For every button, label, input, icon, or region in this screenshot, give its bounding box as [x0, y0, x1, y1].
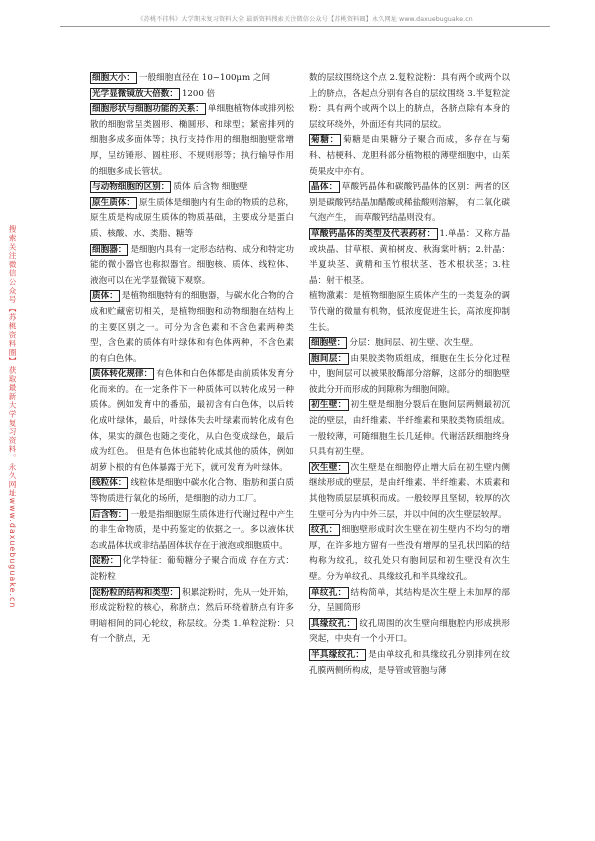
term-label: 淀粉粒的结构和类型：: [92, 587, 179, 598]
term-text: 初生壁是细胞分裂后在胞间层两侧最初沉淀的壁层，由纤维素、半纤维素和果胶类物质组成。一般较薄，可随细胞生长几延伸。代谢活跃细胞终身只具有初生壁。: [309, 400, 510, 458]
term-text: 植物激素：是植物细胞原生质体产生的一类复杂的调节代谢的微量有机物，低浓度促进生长，高浓度抑制生长。: [309, 291, 510, 333]
paragraph: [309, 523, 510, 585]
paragraph: [90, 180, 294, 196]
term-label: 菊糖：: [311, 135, 339, 146]
term-text: 是植物细胞特有的细胞器，与碳水化合物的合成和贮藏密切相关，是植物细胞和动物细胞在结构上的主要区别之一。可分为含色素和不含色素两种类型，含色素的质体有叶绿体和有色体两种，不含色素的有白色体。: [90, 291, 294, 364]
term-label: 初生壁：: [311, 400, 347, 411]
term-label: 淀粉：: [92, 556, 119, 567]
paragraph: [90, 586, 294, 648]
term-text: 原生质体是细胞内有生命的物质的总称，原生质是构成原生质体的物质基础，主要成分是蛋白质、核酸、水、类脂、糖等: [90, 197, 294, 239]
paragraph: [90, 87, 294, 103]
paragraph: [90, 196, 294, 243]
term-text: 一般细胞直径在 10~100μm 之间: [138, 73, 271, 83]
term-text: 细胞壁形成时次生壁在初生壁内不均匀的增厚，在许多地方留有一些没有增厚的呈孔状凹陷的结构称为纹孔，纹孔处只有胞间层和初生壁没有次生壁。分为单纹孔、具缘纹孔和半具缘纹孔。: [309, 525, 510, 582]
term-text: 线粒体是细胞中碳水化合物、脂肪和蛋白质等物质进行氧化的场所，是细胞的动力工厂。: [90, 478, 294, 505]
term-text: 菊糖是由果糖分子聚合而成，多存在与菊科、桔梗科、龙胆科部分植物根的薄壁细胞中，山茱萸果皮中亦有。: [309, 135, 510, 177]
paragraph: [309, 648, 510, 679]
paragraph: [309, 617, 510, 648]
term-text: 纹孔周围的次生壁向细胞腔内形成拱形突起，中央有一个小开口。: [309, 618, 510, 645]
term-label: 细胞器：: [92, 244, 127, 255]
term-label: 次生壁：: [311, 462, 347, 473]
paragraph: [309, 71, 510, 133]
term-label: 细胞形状与细胞功能的关系：: [92, 104, 204, 115]
term-label: 纹孔：: [311, 525, 338, 536]
term-text: 有色体和白色体都是由前质体发育分化而来的。在一定条件下一种质体可以转化成另一种质体。例如发育中的番茄，最初含有白色体，以后转化成叶绿体，最后，叶绿体失去叶绿素而转化成有色体，果实的颜色也随之变化，从白色变成绿色，最后成为红色。 但是有色体也能转化成其他的质体，例如胡萝卜根的有色体暴露于光下，就可发育为叶绿体。: [90, 369, 294, 473]
term-label: 草酸钙晶体的类型及代表药材：: [311, 228, 436, 239]
term-label: 细胞大小：: [92, 73, 135, 83]
paragraph: [90, 102, 294, 180]
term-label: 晶体：: [311, 182, 338, 193]
term-label: 细胞壁：: [311, 338, 346, 349]
term-text: 草酸钙晶体和碳酸钙晶体的区别：两者的区别是碳酸钙结晶加醋酸或稀盐酸则溶解， 有二氧化碳气泡产生， 而草酸钙结晶则没有。: [309, 182, 510, 224]
term-label: 具缘纹孔：: [311, 618, 356, 629]
paragraph: [90, 367, 294, 476]
right-column: [309, 71, 510, 679]
paragraph: [90, 554, 294, 585]
term-label: 单纹孔：: [311, 587, 347, 598]
paragraph: [309, 586, 510, 617]
paragraph: [90, 476, 294, 507]
paragraph: [309, 398, 510, 460]
term-label: 光学显微镜放大倍数：: [92, 88, 178, 99]
term-text: 1200 倍: [181, 88, 216, 99]
term-label: 半具缘纹孔：: [311, 649, 365, 660]
term-text: 单细胞植物体或排列松散的细胞常呈类圆形、椭圆形、和球型；紧密排列的细胞多成多面体等；执行支持作用的细胞细胞壁常增厚，呈纺锤形、圆柱形、不规则形等；执行输导作用的细胞多成长管状。: [90, 104, 294, 177]
paragraph: [309, 336, 510, 352]
paragraph: [309, 180, 510, 227]
term-text: 由果胶类物质组成，细胞在生长分化过程中，胞间层可以被果胶酶部分溶解，这部分的细胞壁彼此分开而形成的间隙称为细胞间隙。: [309, 353, 510, 395]
paragraph: [309, 352, 510, 399]
term-label: 后含物：: [92, 509, 127, 520]
paragraph: [309, 227, 510, 289]
term-label: 原生质体：: [92, 197, 136, 208]
paragraph: [90, 243, 294, 290]
term-label: 与动物细胞的区别：: [92, 182, 170, 193]
term-text: 质体 后含物 细胞壁: [173, 182, 248, 193]
term-text: 化学特征：葡萄糖分子聚合而成 存在方式：淀粉粒: [90, 556, 294, 582]
side-watermark-text: 搜索关注微信公众号【苏桃资料圈】获取最新大学复习资料。永久网址www.daxuebuguake.cn: [8, 225, 17, 609]
term-label: 线粒体：: [92, 478, 127, 489]
paragraph: [90, 508, 294, 555]
term-label: 胞间层：: [311, 353, 347, 364]
term-text: 数的层纹围绕这个点 2.复粒淀粉：具有两个或两个以上的脐点，各起点分别有各自的层纹围绕 3.半复粒淀粉：具有两个或两个以上的脐点，各脐点除有本身的层纹环绕外，外面还有共同的层纹。: [309, 73, 510, 130]
term-text: 是细胞内具有一定形态结构、成分和特定功能的微小器官也称拟器官。细胞核、质体、线粒体、液泡可以在光学显微镜下观察。: [90, 244, 294, 286]
term-text: 一般是指细胞原生质体进行代谢过程中产生的非生命物质，是中药鉴定的依据之一。多以液体状态或晶体状或非结晶固体状存在于液泡或细胞质中。: [90, 509, 294, 551]
term-text: 次生壁是在细胞停止增大后在初生壁内侧继续形成的壁层，是由纤维素、半纤维素、木质素和其他物质层层填积而成。一般较厚且坚韧，较厚的次生壁可分为内中外三层，并以中间的次生壁层较厚。: [309, 462, 510, 520]
paragraph: [309, 133, 510, 180]
term-label: 质体：: [92, 291, 118, 302]
term-text: 分层：胞间层、初生壁、次生壁。: [349, 338, 479, 349]
paragraph: [309, 289, 510, 336]
paragraph: [90, 71, 294, 87]
term-text: 是由单纹孔和具缘纹孔分别排列在纹孔膜两侧所构成，是导管或管胞与薄: [309, 649, 510, 676]
page-header: 《苏桃不挂科》大学期末复习资料大全 最新资料搜索关注微信公众号【苏桃资料圈】永久网址 www.daxuebuguake.cn: [60, 10, 550, 27]
paragraph: [309, 461, 510, 523]
term-label: 质体转化规律：: [92, 369, 153, 380]
term-text: 1.单晶：又称方晶或块晶、甘草根、黄柏树皮、秋海棠叶柄；2.针晶：半夏块茎、黄精和玉竹根状茎、苍术根状茎；3.柱晶：射干根茎。: [309, 228, 510, 286]
term-text: 结构简单，其结构是次生壁上未加厚的部分，呈圆筒形: [309, 587, 510, 614]
paragraph: [90, 289, 294, 367]
left-column: [90, 71, 294, 648]
term-text: 积累淀粉时，先从一处开始，形成淀粉粒的核心，称脐点；然后环绕着脐点有许多明暗相间的同心轮纹，称层纹。分类 1.单粒淀粉：只有一个脐点，无: [90, 587, 294, 645]
